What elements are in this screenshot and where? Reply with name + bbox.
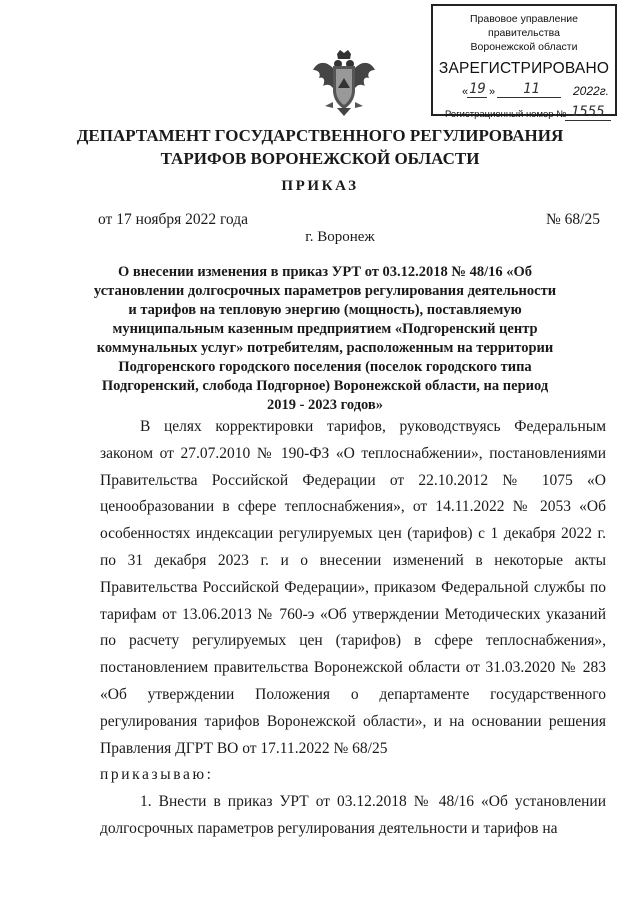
stamp-reg-label: Регистрационный номер № bbox=[445, 109, 567, 120]
stamp-quote-close: » bbox=[489, 86, 496, 98]
stamp-reg-line bbox=[565, 120, 611, 121]
stamp-date bbox=[433, 82, 615, 102]
order-date: от 17 ноября 2022 года bbox=[98, 211, 249, 228]
order-subject: О внесении изменения в приказ УРТ от 03.12.2018 № 48/16 «Об установлении долгосрочных параметров регулирования деятельности и тарифов на тепловую энергию (мощность), поставляемую муниципальным казенным предприятием «Подгоренский центр коммунальных услуг» потребителям, расположенным на территории Подгоренского городского поселения (поселок городского типа Подгоренский, слобода Подгорное) Воронежской области, на период 2019 - 2023 годов» bbox=[93, 264, 557, 413]
coat-of-arms-icon bbox=[311, 48, 377, 118]
stamp-day-line bbox=[467, 97, 487, 98]
preamble-paragraph: В целях корректировки тарифов, руководствуясь Федеральным законом от 27.07.2010 № 190-ФЗ «О теплоснабжении», постановлениями Правительства Российской Федерации от 22.10.2012 № 1075 «О ценообразовании в сфере теплоснабжения», от 14.11.2022 № 2053 «Об особенностях индексации регулируемых цен (тарифов) с 1 декабря 2022 г. по 31 декабря 2023 г. и о внесении изменений в некоторые акты Правительства Российской Федерации», приказом Федеральной службы по тарифам от 13.06.2013 № 760-э «Об утверждении Методических указаний по расчету регулируемых цен (тарифов) в сфере теплоснабжения», постановлением правительства Воронежской области от 31.03.2020 № 283 «Об утверждении Положения о департаменте государственного регулирования тарифов Воронежской области», и на основании решения Правления ДГРТ ВО от 17.11.2022 № 68/25 bbox=[100, 418, 606, 757]
order-title: ПРИКАЗ bbox=[281, 178, 359, 194]
department-title: ДЕПАРТАМЕНТ ГОСУДАРСТВЕННОГО РЕГУЛИРОВАНИЯ ТАРИФОВ ВОРОНЕЖСКОЙ ОБЛАСТИ bbox=[76, 126, 564, 168]
stamp-quote-open: « bbox=[462, 86, 469, 98]
stamp-month: 11 bbox=[523, 81, 540, 97]
stamp-organization: Правовое управление правительства Воронежской области bbox=[469, 13, 578, 53]
stamp-year: 2022г. bbox=[573, 84, 609, 98]
registration-stamp bbox=[431, 4, 617, 120]
stamp-status: ЗАРЕГИСТРИРОВАНО bbox=[438, 60, 610, 77]
order-number: № 68/25 bbox=[546, 211, 600, 228]
order-body bbox=[100, 414, 606, 843]
stamp-day: 19 bbox=[469, 81, 486, 97]
stamp-month-line bbox=[497, 97, 561, 98]
stamp-reg-number: 1555 bbox=[571, 104, 605, 120]
order-word: приказываю: bbox=[100, 766, 214, 784]
stamp-registration bbox=[433, 106, 615, 124]
item-1-paragraph: 1. Внести в приказ УРТ от 03.12.2018 № 48/16 «Об установлении долгосрочных параметров регулирования деятельности и тарифов на bbox=[100, 793, 606, 837]
order-city: г. Воронеж bbox=[305, 229, 375, 245]
